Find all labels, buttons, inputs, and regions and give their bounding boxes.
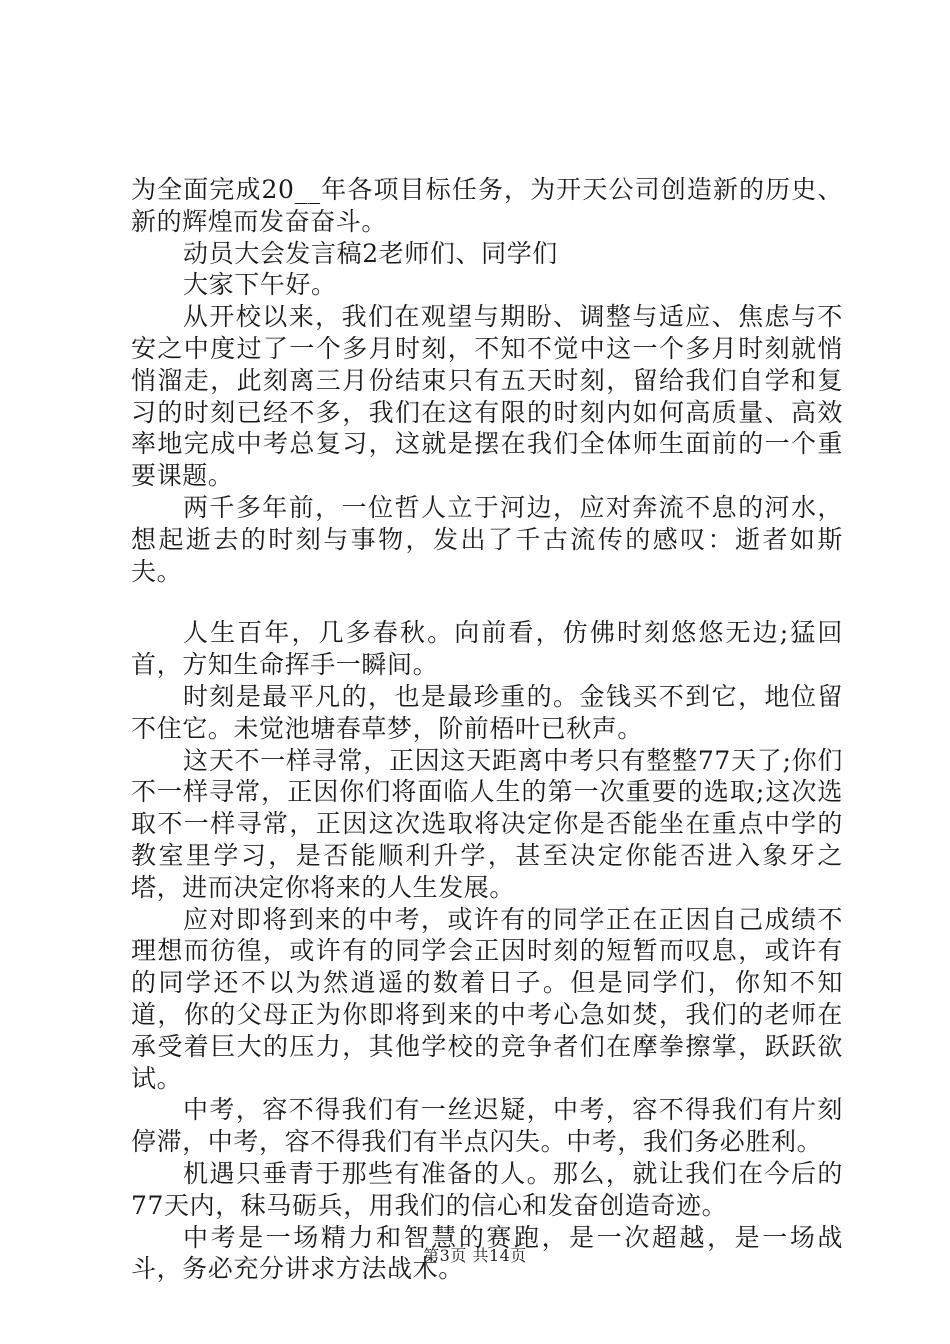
paragraph: 时刻是最平凡的，也是最珍重的。金钱买不到它，地位留不住它。未觉池塘春草梦，阶前梧叶已秋声。: [131, 681, 843, 743]
paragraph-greeting: 大家下午好。: [183, 270, 337, 300]
paragraph: 中考，容不得我们有一丝迟疑，中考，容不得我们有片刻停滞，中考，容不得我们有半点闪失。中考，我们务必胜利。: [131, 1095, 843, 1157]
paragraph: 人生百年，几多春秋。向前看，仿佛时刻悠悠无边;猛回首，方知生命挥手一瞬间。: [131, 618, 843, 680]
paragraph: 中考是一场精力和智慧的赛跑，是一次超越，是一场战斗，务必充分讲求方法战术。: [131, 1222, 843, 1284]
paragraph: 应对即将到来的中考，或许有的同学正在正因自己成绩不理想而彷徨，或许有的同学会正因时刻的短暂而叹息，或许有的同学还不以为然逍遥的数着日子。但是同学们，你知不知道，你的父母正为你即将到来的中考心急如焚，我们的老师在承受着巨大的压力，其他学校的竞争者们在摩拳擦掌，跃跃欲试。: [131, 904, 843, 1093]
paragraph: 这天不一样寻常，正因这天距离中考只有整整77天了;你们不一样寻常，正因你们将面临人生的第一次重要的选取;这次选取不一样寻常，正因这次选取将决定你是否能坐在重点中学的教室里学习，是否能顺利升学，甚至决定你能否进入象牙之塔，进而决定你将来的人生发展。: [131, 745, 843, 902]
page-number: 第3页 共14页: [423, 1246, 527, 1265]
paragraph-continuation: 为全面完成20__年各项目标任务，为开天公司创造新的历史、新的辉煌而发奋奋斗。: [131, 175, 843, 236]
paragraph: 两千多年前，一位哲人立于河边，应对奔流不息的河水，想起逝去的时刻与事物，发出了千古流传的感叹：逝者如斯夫。: [131, 492, 843, 586]
paragraph: 从开校以来，我们在观望与期盼、调整与适应、焦虑与不安之中度过了一个多月时刻，不知不觉中这一个多月时刻就悄悄溜走，此刻离三月份结束只有五天时刻，留给我们自学和复习的时刻已经不多，我们在这有限的时刻内如何高质量、高效率地完成中考总复习，这就是摆在我们全体师生面前的一个重要课题。: [131, 302, 843, 491]
document-body: [131, 174, 843, 1285]
paragraph: 机遇只垂青于那些有准备的人。那么，就让我们在今后的77天内，秣马砺兵，用我们的信心和发奋创造奇迹。: [131, 1158, 843, 1220]
paragraph-heading: 动员大会发言稿2老师们、同学们: [183, 238, 558, 268]
